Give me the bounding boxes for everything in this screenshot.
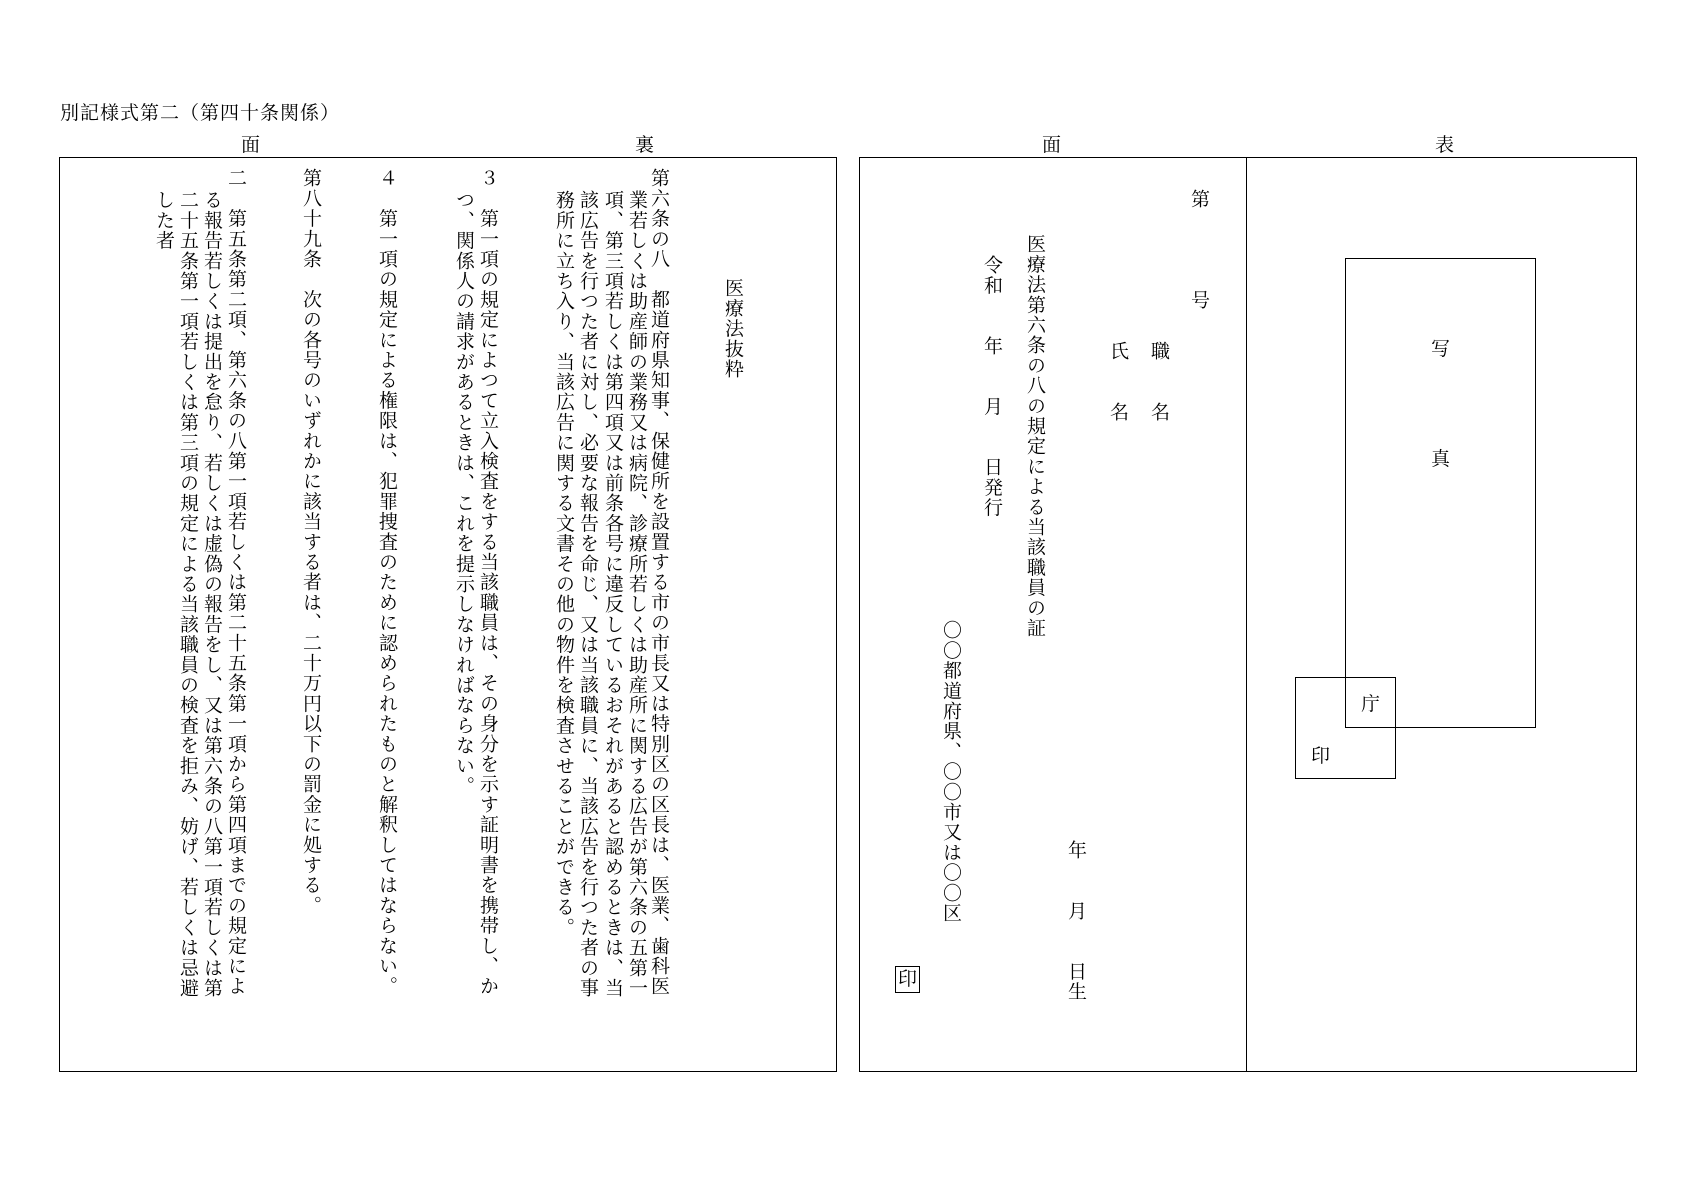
article-6-8-line-3: 項、第三項若しくは第四項又は前条各号に違反しているおそれがあると認めるときは、当 bbox=[602, 190, 624, 998]
office-seal-char-1: 庁 bbox=[1361, 693, 1381, 715]
position-label: 職 名 bbox=[1148, 341, 1170, 422]
front-side-label-left: 面 bbox=[1042, 134, 1062, 156]
article-6-8-line-2: 業若しくは助産師の業務又は病院、診療所若しくは助産所に関する広告が第六条の五第一 bbox=[626, 190, 648, 998]
issuer-seal: 印 bbox=[895, 966, 920, 993]
back-side-label-right: 裏 bbox=[635, 134, 655, 156]
item-2-line-3: 二十五条第一項若しくは第三項の規定による当該職員の検査を拒み、妨げ、若しくは忌避 bbox=[177, 190, 199, 998]
birthdate-label: 年 月 日生 bbox=[1065, 840, 1087, 1002]
back-side-label-left: 面 bbox=[241, 134, 261, 156]
front-side-label-right: 表 bbox=[1435, 134, 1455, 156]
paragraph-3-line-1: ３ 第一項の規定によつて立入検査をする当該職員は、その身分を示す証明書を携帯し、か bbox=[477, 168, 499, 997]
photo-label-1: 写 bbox=[1431, 338, 1451, 360]
photo-label-2: 真 bbox=[1431, 448, 1451, 470]
name-label: 氏 名 bbox=[1107, 341, 1129, 422]
article-89-line-1: 第八十九条 次の各号のいずれかに該当する者は、二十万円以下の罰金に処する。 bbox=[300, 168, 322, 916]
article-6-8-line-5: 務所に立ち入り、当該広告に関する文書その他の物件を検査させることができる。 bbox=[553, 190, 575, 938]
paragraph-4-line-1: ４ 第一項の規定による権限は、犯罪捜査のために認められたものと解釈してはならない。 bbox=[376, 168, 398, 997]
back-side-panel bbox=[59, 157, 837, 1072]
article-6-8-line-1: 第六条の八 都道府県知事、保健所を設置する市の市長又は特別区の区長は、医業、歯科医 bbox=[648, 168, 670, 997]
photo-box bbox=[1345, 258, 1536, 728]
item-2-line-1: 二 第五条第二項、第六条の八第一項若しくは第二十五条第一項から第四項までの規定によ bbox=[225, 168, 247, 997]
item-2-line-2: る報告若しくは提出を怠り、若しくは虚偽の報告をし、又は第六条の八第一項若しくは第 bbox=[201, 190, 223, 998]
paragraph-3-line-2: つ、関係人の請求があるときは、これを提示しなければならない。 bbox=[453, 190, 475, 796]
certificate-title: 医療法第六条の八の規定による当該職員の証 bbox=[1024, 234, 1046, 638]
issue-date: 令和 年 月 日発行 bbox=[981, 255, 1003, 518]
article-6-8-line-4: 該広告を行つた者に対し、必要な報告を命じ、又は当該職員に、当該広告を行つた者の事 bbox=[577, 190, 599, 998]
office-seal-char-2: 印 bbox=[1311, 745, 1331, 767]
certificate-number: 第 号 bbox=[1188, 189, 1210, 311]
form-title: 別記様式第二（第四十条関係） bbox=[60, 102, 341, 124]
item-2-line-4: した者 bbox=[153, 190, 175, 251]
issuer-name: 〇〇都道府県、〇〇市又は〇〇区 bbox=[940, 620, 962, 923]
extract-title: 医療法抜粋 bbox=[722, 278, 744, 379]
panel-divider bbox=[1246, 157, 1247, 1072]
